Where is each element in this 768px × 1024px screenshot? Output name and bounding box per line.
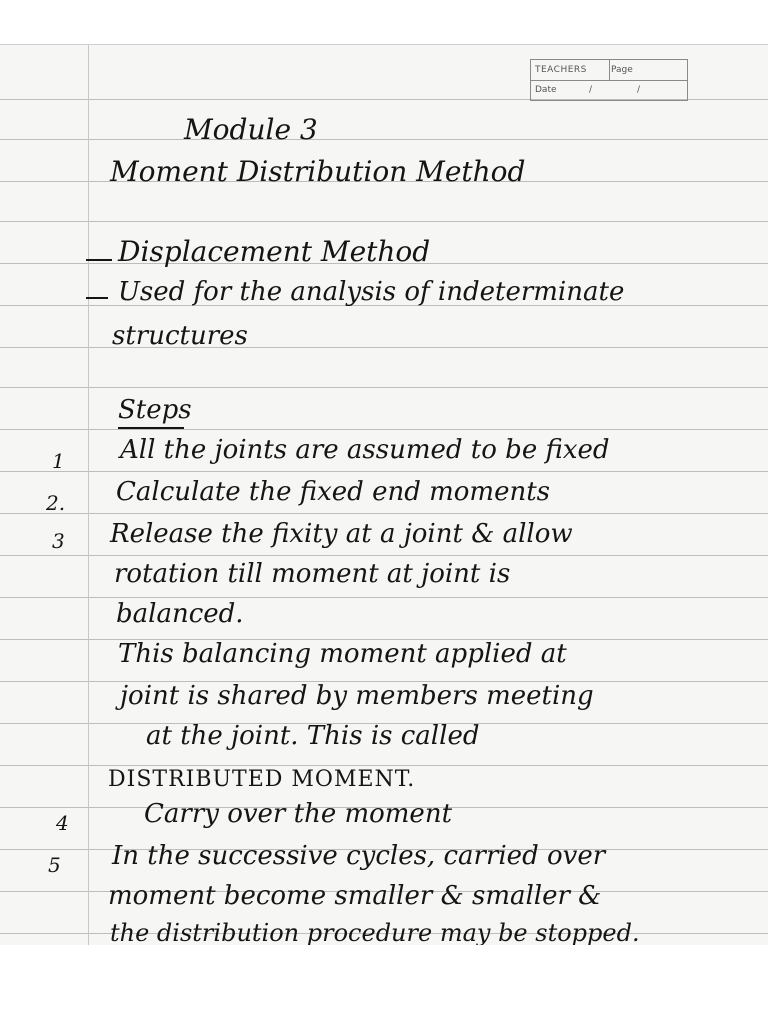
step-number: 4	[56, 811, 69, 835]
steps-underline	[118, 427, 184, 429]
step-3-line1: Release the fixity at a joint & allow	[110, 519, 573, 549]
notebook-page	[0, 44, 768, 945]
step-5-line3: the distribution procedure may be stopped.	[110, 919, 640, 945]
ruled-line	[0, 513, 768, 514]
step-1-text: All the joints are assumed to be fixed	[120, 435, 610, 465]
module-title: Module 3	[184, 113, 318, 146]
date-row	[531, 80, 687, 100]
bullet-used-for-line1: Used for the analysis of indeterminate	[118, 277, 625, 307]
step-3-distributed-moment: DISTRIBUTED MOMENT.	[108, 767, 416, 792]
bullet-displacement-method: Displacement Method	[118, 235, 431, 268]
step-4-text: Carry over the moment	[144, 799, 453, 829]
step-2-text: Calculate the fixed end moments	[116, 477, 551, 507]
ruled-line	[0, 765, 768, 766]
ruled-line	[0, 139, 768, 140]
step-5-line1: In the successive cycles, carried over	[112, 841, 606, 871]
page-row	[531, 60, 687, 81]
date-separator: /	[637, 85, 641, 95]
step-number: 2.	[46, 491, 66, 515]
step-3-line2: rotation till moment at joint is	[114, 559, 511, 589]
step-3-line5: joint is shared by members meeting	[120, 681, 594, 711]
step-number: 3	[52, 529, 65, 553]
ruled-line	[0, 429, 768, 430]
step-5-line2: moment become smaller & smaller &	[108, 881, 602, 911]
method-title: Moment Distribution Method	[110, 155, 526, 188]
date-label: Date	[535, 85, 557, 95]
ruled-line	[0, 597, 768, 598]
steps-heading: Steps	[118, 395, 192, 425]
bullet-used-for-line2: structures	[112, 321, 248, 351]
step-3-line6: at the joint. This is called	[146, 721, 480, 751]
step-number: 5	[48, 853, 61, 877]
step-3-line3: balanced.	[116, 599, 244, 629]
brand-label: TEACHERS	[531, 60, 610, 80]
date-separator: /	[589, 85, 593, 95]
step-3-line4: This balancing moment applied at	[118, 639, 567, 669]
bullet-dash	[86, 297, 108, 299]
bullet-dash	[86, 259, 112, 261]
step-number: 1	[52, 449, 65, 473]
ruled-line	[0, 387, 768, 388]
page-date-box	[530, 59, 688, 101]
page-label: Page	[611, 65, 633, 75]
ruled-line	[0, 221, 768, 222]
ruled-line	[0, 471, 768, 472]
ruled-line	[0, 555, 768, 556]
margin-line	[88, 45, 89, 945]
